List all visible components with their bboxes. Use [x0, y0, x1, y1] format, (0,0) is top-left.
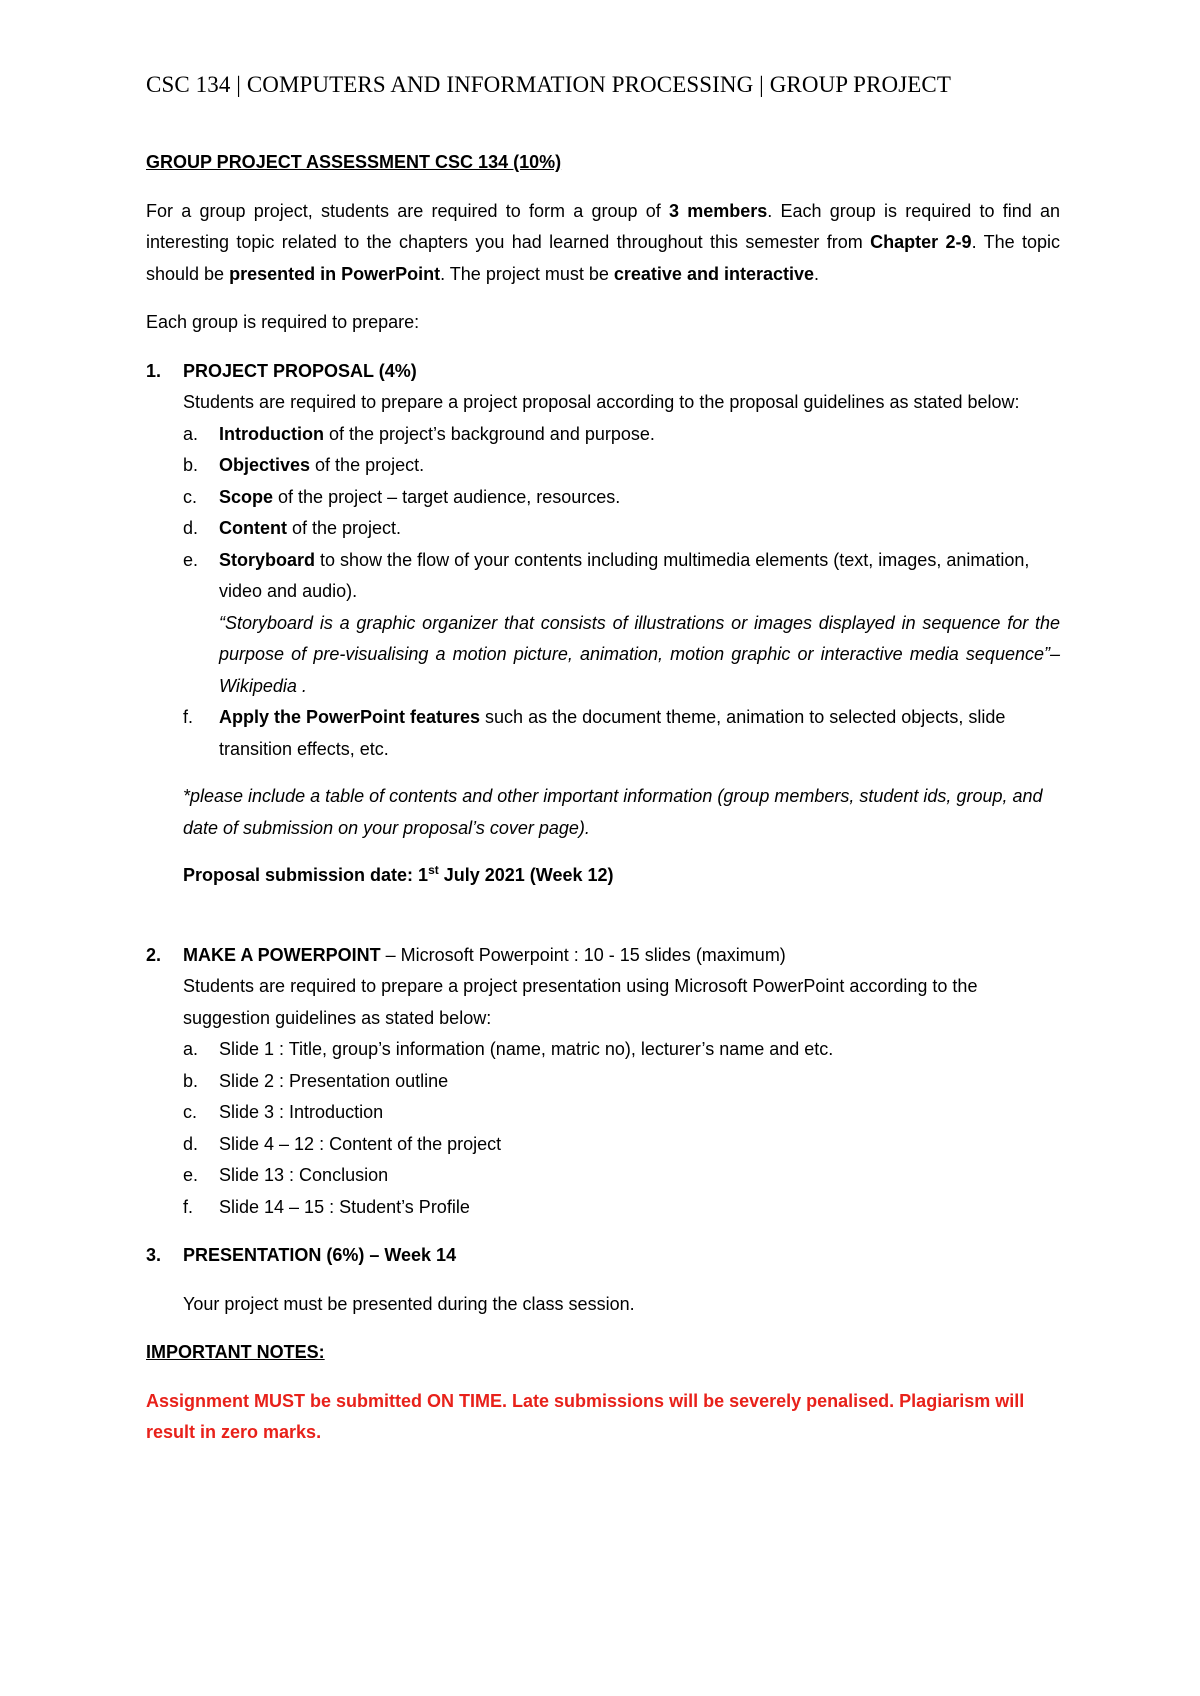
storyboard-quote: “Storyboard is a graphic organizer that consists of illustrations or images displayed in sequence for the purpose of pre-visualising a motion picture, animation, motion graphic or interactive media sequence”– Wikipedia .: [219, 612, 1060, 696]
cover-page-note: *please include a table of contents and other important information (group members, student ids, group, and date of submission on your proposal’s cover page).: [183, 786, 1043, 838]
intro-text-5: .: [814, 263, 820, 284]
item-text: of the project.: [286, 518, 402, 538]
list-item: [183, 1192, 1060, 1224]
intro-text-4: . The project must be: [440, 263, 614, 284]
spacer: [146, 1320, 1060, 1337]
item-text: such as the document theme, animation to selected objects, slide transition effects, etc.: [219, 707, 1006, 759]
list-letter: f.: [183, 707, 194, 727]
section-heading-line: [183, 940, 1060, 972]
list-letter: c.: [183, 486, 198, 507]
proposal-submission-date: [183, 860, 1060, 892]
item-text: to show the flow of your contents including multimedia elements (text, images, animation, video and audio).: [219, 549, 1030, 601]
submission-rest: July 2021 (Week 12): [438, 865, 614, 885]
item-bold: Apply the PowerPoint features: [219, 707, 481, 727]
section-description: Your project must be presented during the class session.: [183, 1293, 635, 1314]
item-text: Slide 3 : Introduction: [219, 1102, 384, 1122]
section-description: Students are required to prepare a project proposal according to the proposal guidelines as stated below:: [183, 392, 1020, 412]
list-letter: c.: [183, 1102, 198, 1122]
list-letter: f.: [183, 1196, 194, 1217]
list-item: [183, 1129, 1060, 1161]
section-number: 1.: [146, 360, 162, 381]
section-description: Students are required to prepare a project presentation using Microsoft PowerPoint according to the suggestion guidelines as stated below:: [183, 976, 978, 1028]
section-heading: PRESENTATION (6%) – Week 14: [183, 1245, 457, 1265]
submission-sup: st: [428, 863, 439, 877]
list-letter: e.: [183, 1165, 199, 1185]
list-letter: a.: [183, 423, 199, 444]
intro-bold-members: 3 members: [668, 200, 768, 221]
item-text: Slide 1 : Title, group’s information (name, matric no), lecturer’s name and etc.: [219, 1039, 834, 1059]
spacer: [183, 1272, 1060, 1289]
item-text: Slide 14 – 15 : Student’s Profile: [219, 1196, 470, 1217]
spacer: [146, 892, 1060, 940]
document-body: [146, 147, 1060, 1449]
intro-text-1: For a group project, students are required to form a group of: [146, 200, 669, 221]
list-item: [183, 545, 1060, 703]
list-letter: a.: [183, 1039, 199, 1059]
slide-guidelines-list: [183, 1034, 1060, 1223]
submission-label: Proposal submission date: 1: [183, 865, 429, 885]
item-bold: Storyboard: [219, 549, 316, 570]
item-text: Slide 4 – 12 : Content of the project: [219, 1133, 502, 1154]
list-letter: b.: [183, 455, 199, 475]
list-item: [183, 1160, 1060, 1192]
item-bold: Objectives: [219, 455, 311, 475]
section-heading: PROJECT PROPOSAL (4%): [183, 360, 417, 381]
list-item: [183, 482, 1060, 514]
item-bold: Introduction: [219, 423, 324, 444]
item-bold: Content: [219, 518, 287, 538]
important-notes-heading: IMPORTANT NOTES:: [146, 1342, 325, 1362]
list-item: [183, 1097, 1060, 1129]
list-item: [183, 450, 1060, 482]
spacer: [146, 1369, 1060, 1386]
spacer: [146, 1223, 1060, 1240]
item-text: of the project’s background and purpose.: [323, 423, 655, 444]
section-make-powerpoint: [146, 940, 1060, 1224]
intro-bold-chapters: Chapter 2-9: [870, 232, 972, 252]
assessment-title: GROUP PROJECT ASSESSMENT CSC 134 (10%): [146, 152, 562, 172]
section-number: 3.: [146, 1245, 162, 1265]
item-text: of the project.: [310, 455, 425, 475]
list-item: [183, 419, 1060, 451]
warning-text: Assignment MUST be submitted ON TIME. Late submissions will be severely penalised. Plagiarism will result in zero marks.: [146, 1390, 1025, 1442]
section-heading: MAKE A POWERPOINT: [183, 944, 381, 965]
item-text: of the project – target audience, resources.: [273, 486, 621, 507]
intro-paragraph: [146, 196, 1060, 291]
section-presentation: [146, 1240, 1060, 1320]
list-item: [183, 513, 1060, 545]
item-text: Slide 13 : Conclusion: [219, 1165, 389, 1185]
item-bold: Scope: [219, 486, 274, 507]
intro-bold-powerpoint: presented in PowerPoint: [229, 263, 441, 284]
item-text: Slide 2 : Presentation outline: [219, 1070, 449, 1091]
intro-text-2: . Each group is required to find an interesting topic related to the chapters you had learned throughout this semester from: [146, 200, 1060, 252]
prepare-lead: Each group is required to prepare:: [146, 312, 420, 332]
section-number: 2.: [146, 944, 162, 965]
section-heading-rest: – Microsoft Powerpoint : 10 - 15 slides (maximum): [380, 944, 786, 965]
section-project-proposal: [146, 356, 1060, 892]
page-header: CSC 134 | COMPUTERS AND INFORMATION PROCESSING | GROUP PROJECT: [146, 72, 952, 97]
list-item: [183, 702, 1060, 765]
proposal-guidelines-list: [183, 419, 1060, 766]
list-letter: b.: [183, 1070, 199, 1091]
intro-text-3: . The topic should be: [146, 232, 1061, 284]
list-letter: e.: [183, 549, 199, 570]
intro-bold-creative: creative and interactive: [613, 263, 814, 284]
list-letter: d.: [183, 1133, 199, 1154]
list-letter: d.: [183, 518, 199, 538]
list-item: [183, 1066, 1060, 1098]
list-item: [183, 1034, 1060, 1066]
